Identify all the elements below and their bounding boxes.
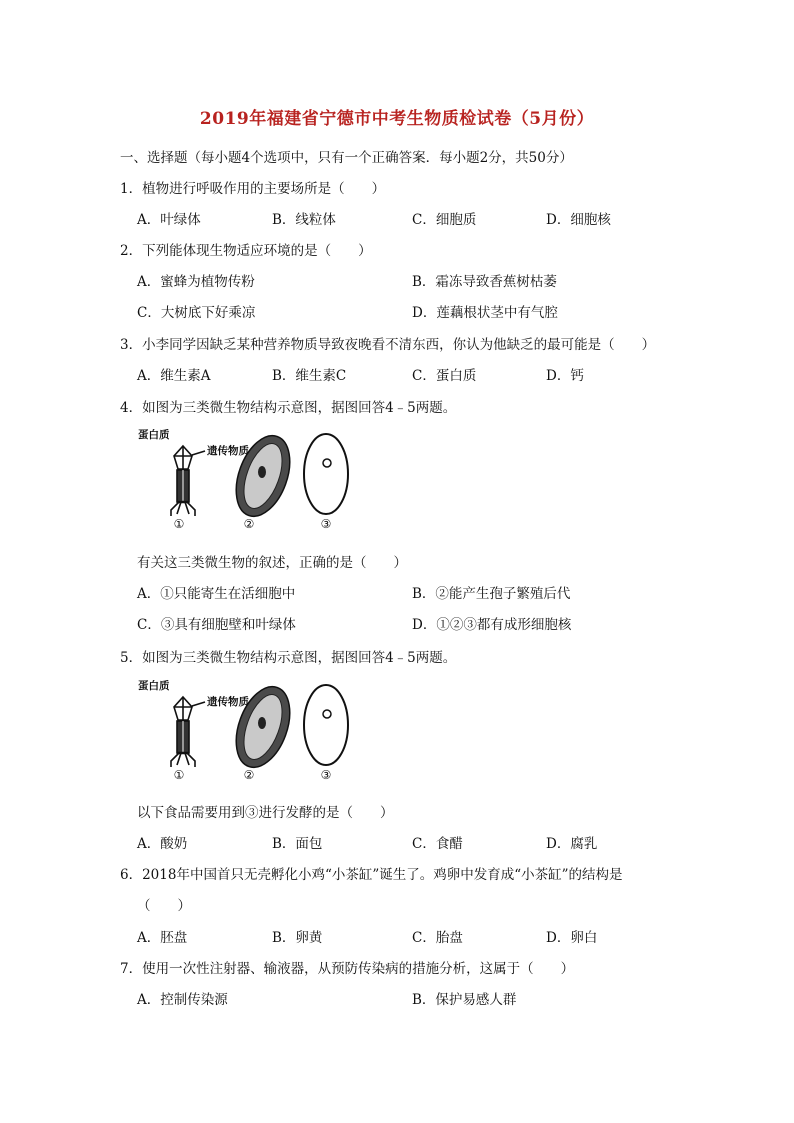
question-3-option-c[interactable]: C．蛋白质 (412, 368, 477, 384)
question-4-option-a[interactable]: A．①只能寄生在活细胞中 (137, 586, 296, 602)
question-6-stem: 6．2018年中国首只无壳孵化小鸡“小茶缸”诞生了。鸡卵中发育成“小茶缸”的结构是 (120, 867, 623, 883)
label-genetic-material: 遗传物质 (207, 445, 249, 457)
question-6-option-a[interactable]: A．胚盘 (137, 930, 188, 946)
question-7-stem: 7．使用一次性注射器、输液器，从预防传染病的措施分析，这属于（ ） (120, 961, 575, 977)
yeast-drawing (304, 685, 348, 765)
question-1-stem: 1．植物进行呼吸作用的主要场所是（ ） (120, 181, 386, 197)
question-1-option-a[interactable]: A．叶绿体 (137, 212, 201, 228)
question-3-stem: 3．小李同学因缺乏某种营养物质导致夜晚看不清东西，你认为他缺乏的最可能是（ ） (120, 337, 656, 353)
virus-drawing (171, 446, 205, 516)
question-5-option-a[interactable]: A．酸奶 (137, 836, 188, 852)
label-3: ③ (320, 517, 332, 531)
question-6-option-b[interactable]: B．卵黄 (272, 930, 323, 946)
label-protein: 蛋白质 (138, 429, 170, 441)
question-3-option-a[interactable]: A．维生素A (137, 368, 211, 384)
section-heading: 一、选择题（每小题4个选项中，只有一个正确答案．每小题2分，共50分） (120, 150, 573, 166)
microbe-figure-2 (135, 675, 365, 785)
question-4-option-b[interactable]: B．②能产生孢子繁殖后代 (412, 586, 571, 602)
label-3: ③ (320, 768, 332, 782)
question-5-substem: 以下食品需要用到③进行发酵的是（ ） (137, 805, 394, 821)
question-3-option-b[interactable]: B．维生素C (272, 368, 347, 384)
question-4-stem: 4．如图为三类微生物结构示意图，据图回答4﹣5两题。 (120, 400, 457, 416)
question-5-option-c[interactable]: C．食醋 (412, 836, 463, 852)
virus-drawing (171, 697, 205, 767)
question-4-option-c[interactable]: C．③具有细胞壁和叶绿体 (137, 617, 296, 633)
microbe-diagram (135, 675, 365, 785)
label-2: ② (243, 768, 255, 782)
label-1: ① (173, 517, 185, 531)
bacterium-drawing (226, 428, 300, 523)
page-title: 2019年福建省宁德市中考生物质检试卷（5月份） (199, 109, 595, 129)
label-2: ② (243, 517, 255, 531)
question-7-option-b[interactable]: B．保护易感人群 (412, 992, 517, 1008)
label-protein: 蛋白质 (138, 680, 170, 692)
bacterium-drawing (226, 679, 300, 774)
question-1-option-b[interactable]: B．线粒体 (272, 212, 336, 228)
question-5-stem: 5．如图为三类微生物结构示意图，据图回答4﹣5两题。 (120, 650, 457, 666)
question-1-option-d[interactable]: D．细胞核 (546, 212, 611, 228)
question-6-option-d[interactable]: D．卵白 (546, 930, 598, 946)
question-4-option-d[interactable]: D．①②③都有成形细胞核 (412, 617, 572, 633)
question-4-substem: 有关这三类微生物的叙述，正确的是（ ） (137, 555, 407, 571)
microbe-diagram (135, 424, 365, 534)
question-7-option-a[interactable]: A．控制传染源 (137, 992, 228, 1008)
question-5-option-d[interactable]: D．腐乳 (546, 836, 598, 852)
question-6-option-c[interactable]: C．胎盘 (412, 930, 463, 946)
question-2-stem: 2．下列能体现生物适应环境的是（ ） (120, 243, 372, 259)
question-2-option-c[interactable]: C．大树底下好乘凉 (137, 305, 256, 321)
question-2-option-b[interactable]: B．霜冻导致香蕉树枯萎 (412, 274, 557, 290)
question-2-option-a[interactable]: A．蜜蜂为植物传粉 (137, 274, 255, 290)
question-6-stem-continued: （ ） (137, 898, 191, 914)
label-genetic-material: 遗传物质 (207, 696, 249, 708)
question-3-option-d[interactable]: D．钙 (546, 368, 584, 384)
question-1-option-c[interactable]: C．细胞质 (412, 212, 477, 228)
label-1: ① (173, 768, 185, 782)
microbe-figure-1 (135, 424, 365, 534)
yeast-drawing (304, 434, 348, 514)
question-5-option-b[interactable]: B．面包 (272, 836, 323, 852)
question-2-option-d[interactable]: D．莲藕根状茎中有气腔 (412, 305, 558, 321)
